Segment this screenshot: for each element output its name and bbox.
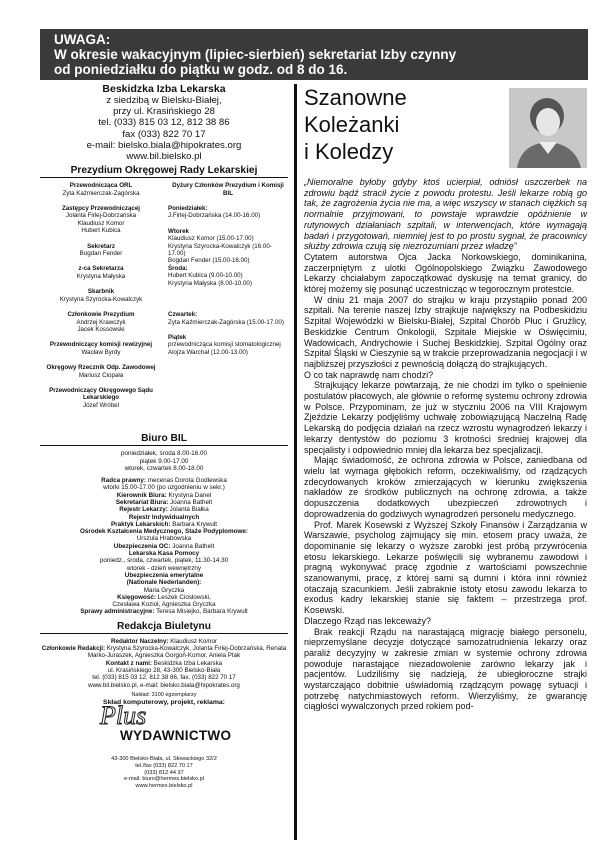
duty-day: Środa: — [168, 264, 188, 272]
staff-role: Sprawy administracyjne: — [80, 608, 155, 616]
staff-name: wtorek - dzień wewnętrzny — [126, 564, 202, 572]
office-hours: poniedziałek, środa 8.00-16.00 — [120, 450, 208, 458]
staff-line — [40, 601, 288, 608]
role-label: Skarbnik — [87, 288, 115, 296]
role-label: Przewodniczący komisji rewizyjnej — [49, 341, 153, 349]
staff-role: (Nationale Nederlanden): — [126, 579, 202, 587]
staff-role: Praktyk Lekarskich: — [110, 520, 171, 528]
presidium-members — [40, 182, 162, 409]
publisher-www[interactable]: www.hermes.bielsko.pl — [135, 782, 193, 789]
role-label: Sekretarz — [87, 242, 115, 250]
duty-entry: Hubert Kubica (9.00-10.00) — [168, 272, 243, 280]
org-street: przy ul. Krasińskiego 28 — [113, 106, 215, 118]
staff-name: Maria Gryczka — [143, 586, 185, 594]
staff-role: Radca prawny: — [101, 477, 146, 485]
staff-role: Rejestr Lekarzy: — [119, 506, 168, 514]
staff-name: Czesława Kozioł, Agnieszka Gryczka — [112, 601, 216, 609]
article-paragraph: Brak reakcji Rządu na narastającą migrację białego personelu, nieprzemyślane decyzje dotyczące samozatrudnienia lekarzy oraz paraliż decyzyjny w zakresie zmian w systemie ochrony zdrowia powoduje narastające niezadowolenie zarówno lekarzy jak i pacjentów. Ludziliśmy się nadzieją, że ubiegłoroczne strajki wystarczająco dobitnie uświadomią rządzącym powagę sytuacji i potrzebę natychmiastowych reform. Wierzyliśmy, że gwarancję ciągłości wywalczonych przed rokiem pod- — [304, 626, 587, 712]
duty-entry: Krystyna Szyrocka-Kowalczyk (16.00-17.00) — [168, 242, 272, 258]
role-label: Przewodnicząca ORL — [69, 182, 133, 190]
notice-banner — [40, 29, 588, 80]
staff-line — [40, 587, 288, 594]
member-name: Andrzej Krawczyk — [76, 318, 126, 326]
publisher-address: 43-300 Bielsko-Biała, ul. Słowackiego 32/2 — [111, 756, 217, 763]
staff-line — [40, 499, 288, 506]
staff-line — [40, 514, 288, 521]
member-name: Jacek Kossowski — [77, 325, 125, 333]
contact-line: Beskidzka Izba Lekarska — [151, 659, 223, 667]
role-label: Członkowie Prezydium — [67, 311, 135, 319]
role-label: z-ca Sekretarza — [78, 265, 124, 273]
org-email[interactable]: e-mail: bielsko.biala@hipokrates.org — [86, 139, 242, 151]
duty-entry: J.Firlej-Dobrzańska (14.00-16.00) — [168, 212, 261, 220]
staff-name: Leszek Ciosłowski, — [155, 593, 211, 601]
staff-name: Joanna Bathelt — [168, 499, 213, 506]
members-names: Krystyna Szyrocka-Kowalczyk, Jolanta Firlej-Dobrzańska, Renata Marko-Juraszek, Agnieszka Gorgoń-Komor, Aniela Ptak — [87, 645, 287, 660]
presidium-section — [40, 182, 288, 430]
duty-day: Czwartek: — [168, 311, 198, 319]
staff-line — [40, 565, 288, 572]
logo-name-text: WYDAWNICTWO — [120, 728, 232, 744]
staff-line — [40, 543, 288, 550]
article-question: O co tak naprawdę nam chodzi? — [304, 369, 434, 380]
article-paragraph: Prof. Marek Kosewski z Wyższej Szkoły Finansów i Zarządzania w Warszawie, psycholog zajmujący się min. etosem pracy uważa, że dopominanie się lekarzy o wyższe zarobki jest próbą przywrócenia etosu lekarskiego. Lekarze poświęcili się wybranemu zawodowi i pragną wykonywać pracę zgodnie z wartościami powszechnie szanowanymi, pracę, z której sami są dumni i która inni również otaczają szacunkiem. Jeśli zabraknie istoty etosu zawodu lekarza to exodus kadry lekarskiej stanie się faktem – przestrzega prof. Kosewski. — [304, 519, 587, 616]
staff-name: Barbara Krywult — [170, 520, 218, 528]
article-headline — [304, 84, 472, 165]
role-label: Zastępcy Przewodniczącej — [61, 205, 141, 213]
staff-line — [40, 572, 288, 579]
banner-line-1: UWAGA: — [54, 32, 111, 47]
editor-name: Klaudiusz Komor — [168, 637, 217, 645]
staff-name: Urszula Hrabowska — [136, 535, 192, 543]
staff-name: Jolanta Białka — [167, 506, 209, 514]
headline-line: i Koledzy — [304, 139, 394, 164]
duty-entry: Bogdan Fender (15.00-16.00) — [168, 257, 250, 265]
biuro-staff-list — [40, 477, 288, 616]
duty-entry: przewodnicząca komisji stomatologicznej — [168, 341, 281, 349]
staff-role: Ubezpieczenia emerytalne — [124, 571, 204, 579]
org-fax: fax (033) 822 70 17 — [122, 128, 206, 140]
banner-line-3: od poniedziałku do piątku w godz. od 8 do 16. — [54, 62, 348, 77]
editor-label: Redaktor Naczelny: — [111, 637, 169, 645]
member-name: Jolanta Firlej-Dobrzańska — [65, 212, 137, 220]
staff-line — [40, 492, 288, 499]
staff-role: Kierownik Biura: — [116, 491, 167, 499]
contact-line: tel. (033) 815 03 12, 812 38 86, fax. (033) 822 70 17 — [92, 674, 236, 682]
staff-name: wtorki 15.00-17.00 (po uzgodnieniu w sekr.) — [103, 484, 225, 492]
presidium-title: Prezydium Okręgowej Rady Lekarskiej — [40, 165, 288, 178]
staff-line — [40, 506, 288, 513]
staff-line — [40, 477, 288, 484]
biuro-section — [40, 450, 288, 616]
headline-line: Szanowne — [304, 85, 407, 110]
article-paragraph: W dniu 21 maja 2007 do strajku w kraju przystąpiło ponad 200 szpitali. Na terenie naszej Izby strajkuje największy na Podbeskidziu Szpital Wojewódzki w Bielsku-Białej, Szpital Chorób Płuc i Gruźlicy, Beskidzkie Centrum Onkologii, Szpitale Miejskie w Oświęcimiu, Wadowicach, Andrychowie i Suchej Beskidzkiej. Szpital Ogólny oraz Szpital Śląski w Cieszynie są w trakcie przeprowadzania negocjacji i w najbliższej przyszłości z pewnością dołączą do strajkujących. — [304, 294, 587, 369]
contact-line: ul. Krasińskiego 28, 43-300 Bielsko-Biała — [107, 666, 221, 674]
member-name: Wacław Byrdy — [81, 348, 121, 356]
staff-line — [40, 521, 288, 528]
staff-role: Ubezpieczenia OC: — [113, 542, 171, 550]
member-name: Józef Wróbel — [83, 401, 119, 409]
article-paragraph: Strajkujący lekarze powtarzają, że nie chodzi im tylko o spełnienie postulatów płacowych, ale głównie o reformę systemu ochrony zdrowia w Polsce. Przypominam, że już w styczniu 2006 na VIII Krajowym Zjeździe Lekarzy podjęliśmy uchwałę zobowiązującą Naczelną Radę Lekarską do podjęcia działań na rzecz wzrostu wynagrodzeń lekarzy i lekarzy dentystów do poziomu 3 krotności średniej krajowej dla specjalisty i odpowiednio mniej dla lekarza bez specjalizacji. — [304, 380, 587, 455]
contact-label: Kontakt z nami: — [105, 659, 152, 667]
article-paragraph: Mając świadomość, że ochrona zdrowia w Polsce, zaniedbana od wielu lat wymaga głębokich reform, oczekiwaliśmy, od rządzących zdecydowanych kroków zmierzających w kierunku zwiększenia nakładów ze środków publicznych na ochronę zdrowia, a także dopuszczenia dodatkowych ubezpieczeń zdrowotnych i doprowadzenia do godziwych wynagrodzeń personelu medycznego. — [304, 455, 587, 519]
article-quote: „Niemoralne byłoby gdyby ktoś ucierpiał, odniósł uszczerbek na zdrowiu bądź stracił życie z powodu protestu. Jeśli lekarze robią go tak, że zagrożenia życia nie ma, a więc wszyscy w stanach ciężkich są normalnie przyjmowani, to powstaje wprawdzie opóźnienie w rutynowych działaniach szpitali, w interwencjach, które wymagają badań i przygotowań, niemniej jest to po prostu sygnał, że pracownicy służby zdrowia czują się niezrozumiani przez władzę” — [304, 177, 587, 252]
staff-name: Krystyna Danel — [166, 491, 212, 499]
duty-title: Dyżury Członków Prezydium i Komisji BIL — [172, 182, 284, 197]
biuro-title: Biuro BIL — [40, 433, 288, 446]
publisher-tel: tel./fax (033) 822 70 17 — [135, 763, 193, 770]
duty-entry: Alojza Warchał (12.00-13.00) — [168, 348, 248, 356]
staff-name: poniedz., środa, czwartek, piątek, 11.30-14.30 — [99, 557, 229, 565]
org-name: Beskidzka Izba Lekarska — [102, 83, 226, 95]
staff-line — [40, 535, 288, 542]
members-label: Członkowie Redakcji: — [41, 645, 106, 653]
member-name: Zyta Kaźmierczak-Zagórska — [62, 189, 140, 197]
duty-day: Piątek — [168, 333, 187, 341]
staff-role: Sekretariat Biura: — [115, 499, 169, 506]
sklad-label: Skład komputerowy, projekt, reklama: — [103, 699, 225, 707]
duty-schedule — [168, 182, 288, 356]
member-name: Bogdan Fender — [79, 250, 123, 258]
org-tel: tel. (033) 815 03 12, 812 38 86 — [98, 117, 230, 129]
staff-line — [40, 557, 288, 564]
logo-plus-text: Plus — [100, 701, 147, 731]
duty-day: Poniedziałek: — [168, 205, 208, 213]
staff-line — [40, 528, 288, 535]
duty-day: Wtorek — [168, 227, 189, 235]
role-label: Okręgowy Rzecznik Odp. Zawodowej — [46, 364, 156, 372]
member-name: Klaudiusz Komor — [77, 219, 125, 227]
staff-name: mecenas Dorota Godlewska — [145, 477, 227, 485]
staff-role: Księgowość: — [117, 593, 156, 601]
column-divider — [294, 84, 297, 840]
role-label: Przewodniczący Okręgowego Sądu Lekarskiego — [49, 386, 153, 402]
publisher-tel: (033) 812 44 37 — [144, 769, 184, 776]
article-paragraph: Cytatem autorstwa Ojca Jacka Norkowskiego, dominikanina, zaczerpniętym z ulotki Ogólnopolskiego Związku Zawodowego Lekarzy chciałabym zapoczątkować dyskusję na temat granicy, do której możemy się posunąć uczestnicząc w tegorocznym protestcie. — [304, 251, 587, 295]
member-name: Krystyna Szyrocka-Kowalczyk — [59, 295, 143, 303]
staff-line — [40, 608, 288, 615]
org-seat: z siedzibą w Bielsku-Białej, — [106, 95, 222, 106]
publisher-email[interactable]: e-mail: biuro@hermes.bielsko.pl — [124, 776, 204, 783]
staff-name: Joanna Bathelt — [170, 542, 215, 550]
duty-entry: Krystyna Małyska (8.00-10.00) — [168, 279, 252, 287]
staff-line — [40, 579, 288, 586]
member-name: Krystyna Małyska — [76, 272, 126, 280]
office-hours: piątek 9.00-17.00 — [139, 457, 189, 465]
left-column — [40, 82, 288, 842]
staff-role: Rejestr Indywidualnych — [128, 513, 200, 521]
office-hours: wtorek, czwartek 8.00-18.00 — [124, 464, 204, 472]
member-name: Mariusz Ciopała — [78, 371, 124, 379]
redakcja-title: Redakcja Biuletynu — [40, 621, 288, 634]
article — [304, 84, 587, 712]
duty-entry: Zyta Kaźmierczak-Zagórska (15.00-17.00) — [168, 318, 284, 326]
staff-role: Lekarska Kasa Pomocy — [128, 550, 200, 558]
contact-line[interactable]: www.bil.bielsko.pl, e-mail: bielsko.biala@hipokrates.org — [88, 681, 240, 689]
naklad: Nakład: 3100 egzemplarzy — [131, 691, 197, 698]
article-question: Dlaczego Rząd nas lekceważy? — [304, 615, 432, 626]
banner-line-2: W okresie wakacyjnym (lipiec-sierbień) sekretariat Izby czynny — [54, 47, 457, 62]
staff-name: Teresa Misiejko, Barbara Krywult — [154, 608, 248, 616]
staff-line — [40, 484, 288, 491]
author-photo — [509, 88, 587, 168]
article-body — [304, 177, 587, 712]
staff-role: Ośrodek Kształcenia Medycznego, Staże Podyplomowe: — [80, 528, 248, 536]
org-www[interactable]: www.bil.bielsko.pl — [126, 151, 202, 163]
redakcja-section — [40, 638, 288, 790]
staff-line — [40, 594, 288, 601]
headline-line: Koleżanki — [304, 112, 400, 137]
member-name: Hubert Kubica — [81, 227, 121, 235]
duty-entry: Klaudiusz Komor (15.00-17.00) — [168, 235, 254, 243]
staff-line — [40, 550, 288, 557]
